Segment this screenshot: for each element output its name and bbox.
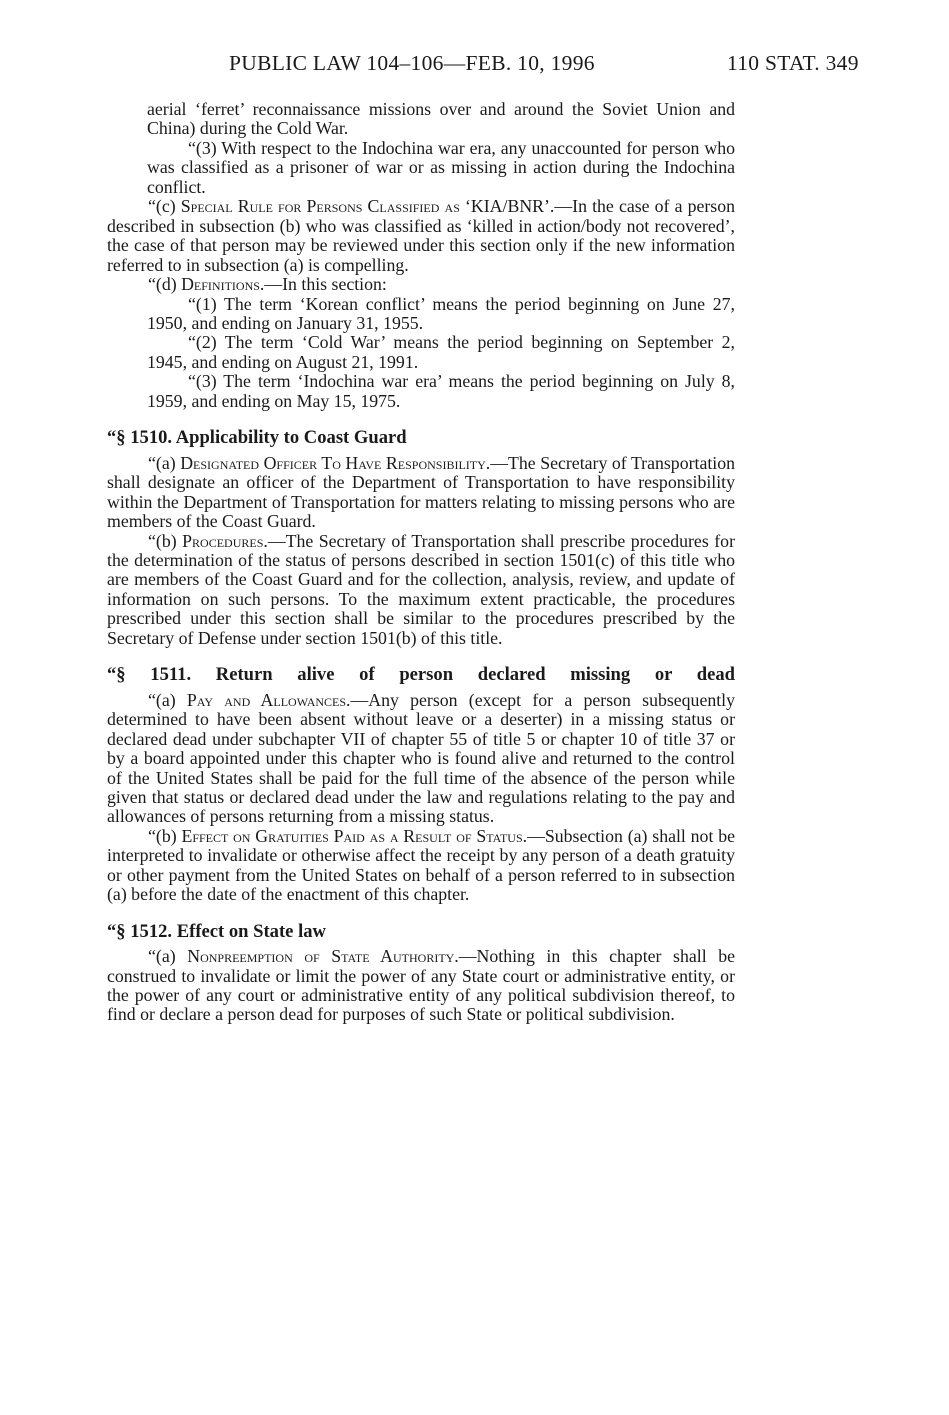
subsection-label: “(b) [148, 530, 183, 551]
paragraph-text: —Any person (except for a person subsequently determined to have been absent without leave or a deserter) in a missing status or declared dead under subchapter VII of chapter 55 of title 5 or chapter 10 of title 37 or by a board appointed under this chapter who is found alive and returned to the control of the United States shall be paid for the full time of the absence of the person while given that status or declared dead under the law and regulations relating to the pay and allowances of persons returning from a missing status. [107, 689, 735, 827]
paragraph-pay-and-allowances [107, 691, 735, 827]
subsection-heading: Pay and Allowances. [186, 689, 351, 710]
page-header [0, 51, 949, 81]
definition-korean-conflict: “(1) The term ‘Korean conflict’ means the period beginning on June 27, 1950, and ending on January 31, 1955. [147, 293, 735, 333]
definition-cold-war: “(2) The term ‘Cold War’ means the period beginning on September 2, 1945, and ending on August 21, 1991. [147, 332, 735, 372]
subsection-label: “(d) [148, 274, 182, 295]
paragraph-effect-on-gratuities [107, 827, 735, 905]
section-heading-1510: “§ 1510. Applicability to Coast Guard [107, 427, 407, 449]
subsection-label: “(a) [148, 689, 187, 710]
paragraph-procedures [107, 532, 735, 649]
subsection-heading: Procedures. [182, 530, 268, 551]
section-heading-1511: “§ 1511. Return alive of person declared missing or dead [107, 664, 735, 686]
running-title: PUBLIC LAW 104–106—FEB. 10, 1996 [229, 51, 595, 75]
paragraph-designated-officer [107, 454, 735, 532]
subsection-heading: Nonpreemption of State Authority. [187, 946, 459, 967]
subsection-label: “(b) [148, 825, 182, 846]
paragraph-special-rule-kia-bnr [107, 197, 735, 275]
subsection-label: “(c) [148, 196, 181, 217]
paragraph-text: —The Secretary of Transportation shall designate an officer of the Department of Transportation to have responsibility within the Department of Transportation for matters relating to missing persons who are members of the Coast Guard. [107, 452, 735, 532]
paragraph-continuation: aerial ‘ferret’ reconnaissance missions over and around the Soviet Union and China) during the Cold War. [147, 99, 735, 139]
subsection-label: “(a) [148, 452, 181, 473]
paragraph-definitions [107, 275, 735, 294]
subsection-label: “(a) [148, 946, 188, 967]
section-heading-1512: “§ 1512. Effect on State law [107, 920, 326, 942]
subsection-heading: Effect on Gratuities Paid as a Result of Status. [181, 825, 528, 846]
paragraph-nonpreemption [107, 947, 735, 1025]
subsection-heading: Definitions. [181, 274, 265, 295]
paragraph-text: —The Secretary of Transportation shall prescribe procedures for the determination of the status of persons described in section 1501(c) of this title who are members of the Coast Guard and for the collection, analysis, review, and update of information on such persons. To the maximum extent practicable, the procedures prescribed under this section shall be similar to the procedures prescribed by the Secretary of Defense under section 1501(b) of this title. [107, 530, 735, 648]
paragraph-text: —In this section: [264, 274, 387, 295]
paragraph-indochina-war-era: “(3) With respect to the Indochina war era, any unaccounted for person who was classified as a prisoner of war or as missing in action during the Indochina conflict. [147, 137, 735, 197]
definition-indochina-war-era: “(3) The term ‘Indochina war era’ means the period beginning on July 8, 1959, and ending on May 15, 1975. [147, 371, 735, 411]
paragraph-text: In the case of a person described in subsection (b) who was classified as ‘killed in action/body not recovered’, the case of that person may be reviewed under this section only if the new information referred to in subsection (a) is compelling. [107, 196, 736, 275]
subsection-heading: Designated Officer To Have Responsibility. [180, 452, 491, 473]
heading-dash: — [554, 196, 573, 217]
document-body [107, 100, 735, 1025]
paragraph-text: —Subsection (a) shall not be interpreted to invalidate or otherwise affect the receipt by any person of a death gratuity or other payment from the United States on behalf of a person referred to in subsection (a) before the date of the enactment of this chapter. [107, 825, 735, 905]
page-number: 110 STAT. 349 [727, 51, 859, 75]
paragraph-text: —Nothing in this chapter shall be construed to invalidate or limit the power of any State court or administrative entity, or the power of any court or administrative entity of any political subdivision thereof, to find or declare a person dead for purposes of such State or political subdivision. [107, 946, 736, 1025]
subsection-heading: Special Rule for Persons Classified as ‘KIA/BNR’. [180, 196, 555, 217]
